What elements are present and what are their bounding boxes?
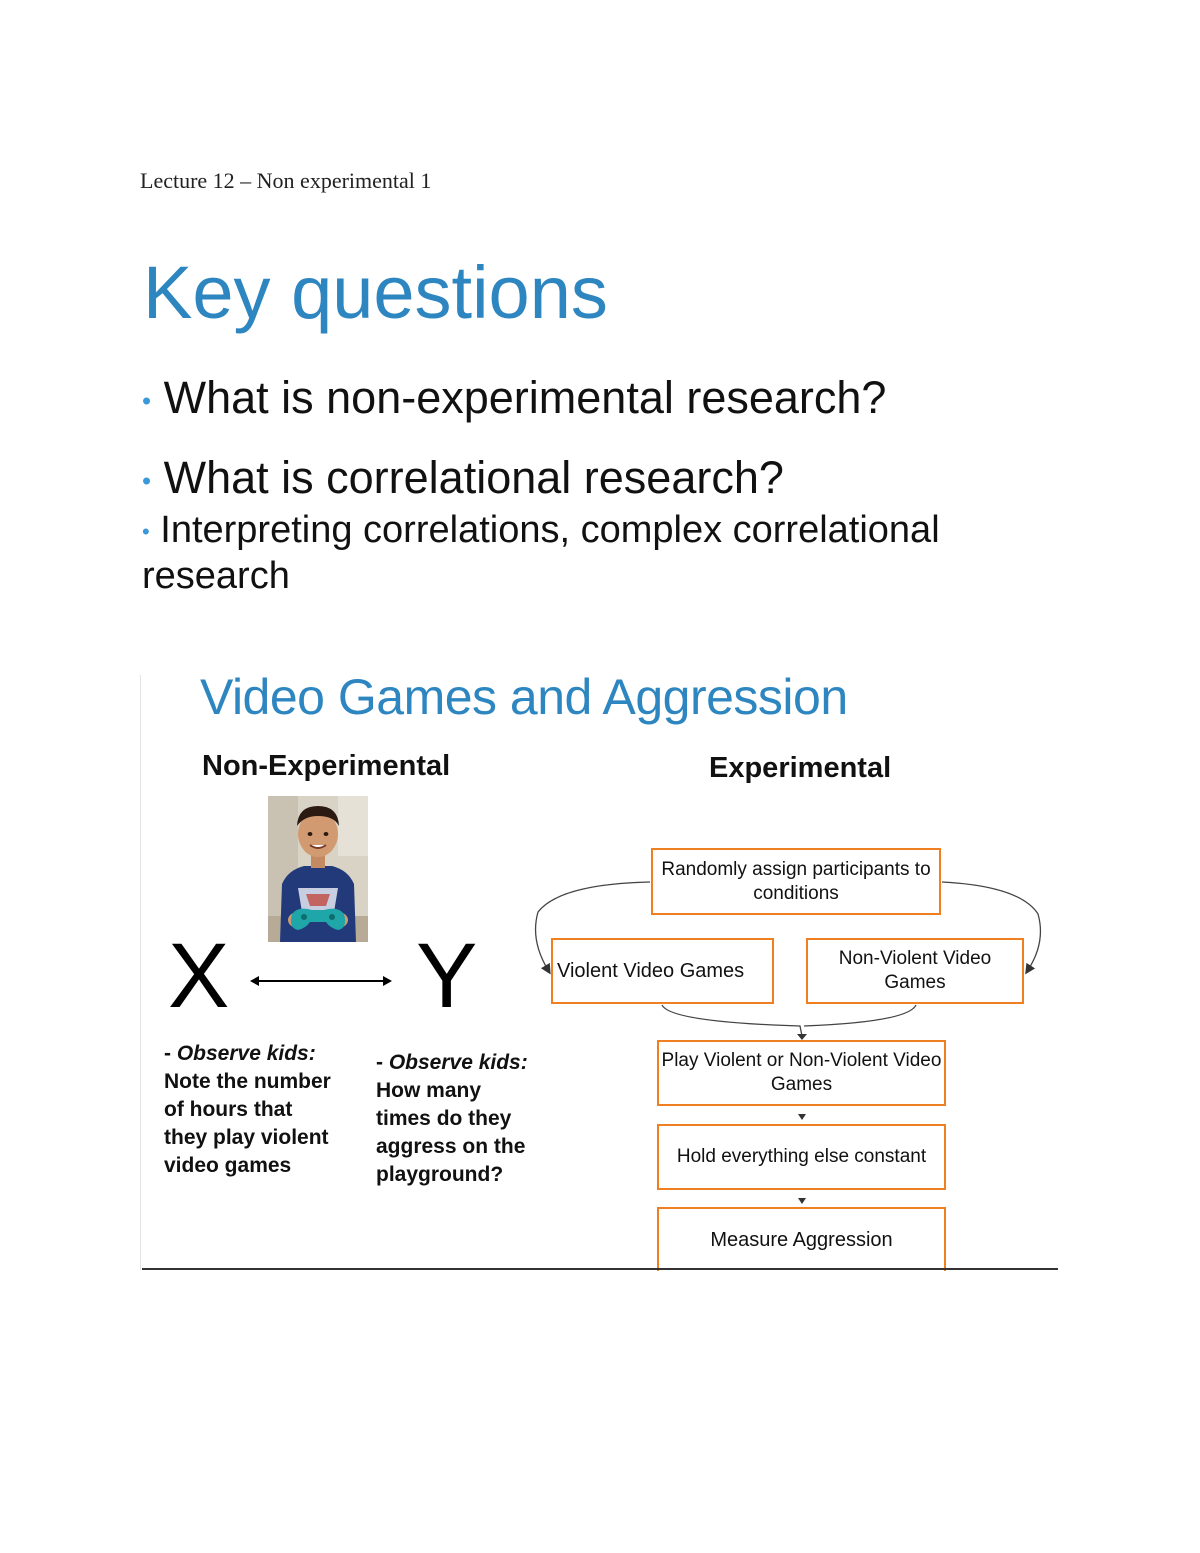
- experimental-heading: Experimental: [709, 752, 892, 784]
- note-text: Note the number of hours that they play violent video games: [164, 1070, 331, 1177]
- play-video-games-box: Play Violent or Non-Violent Video Games: [657, 1040, 946, 1106]
- note-dash: -: [164, 1042, 177, 1065]
- slide-bottom-rule: [142, 1268, 1058, 1270]
- note-dash: -: [376, 1051, 389, 1074]
- x-variable-label: X: [168, 925, 230, 1027]
- randomly-assign-box: Randomly assign participants to conditions: [651, 848, 941, 915]
- non-experimental-heading: Non-Experimental: [202, 750, 451, 782]
- question-item-3: [142, 508, 1042, 598]
- question-text: Interpreting correlations, complex correlational research: [142, 509, 940, 597]
- y-variable-label: Y: [416, 925, 478, 1027]
- slide-left-border: [140, 675, 141, 1270]
- key-questions-heading: Key questions: [143, 251, 608, 334]
- bullet-icon: •: [142, 518, 150, 544]
- note-text: How many times do they aggress on the playground?: [376, 1079, 526, 1186]
- question-item-2: [142, 452, 784, 504]
- boy-with-controller-photo: [268, 796, 368, 942]
- note-emphasis: Observe kids:: [388, 1051, 528, 1074]
- slide-title: Video Games and Aggression: [200, 669, 848, 725]
- measure-aggression-box: Measure Aggression: [657, 1207, 946, 1271]
- correlation-double-arrow: [250, 970, 392, 992]
- note-emphasis: Observe kids:: [176, 1042, 316, 1065]
- observe-kids-note-y: [376, 1049, 536, 1189]
- question-text: What is correlational research?: [163, 452, 784, 503]
- question-item-1: [142, 372, 886, 424]
- bullet-icon: •: [142, 465, 152, 496]
- lecture-title: Lecture 12 – Non experimental 1: [140, 168, 432, 193]
- violent-video-games-box: Violent Video Games: [551, 938, 774, 1004]
- non-violent-video-games-box: Non-Violent Video Games: [806, 938, 1024, 1004]
- hold-constant-box: Hold everything else constant: [657, 1124, 946, 1190]
- bullet-icon: •: [142, 385, 152, 416]
- observe-kids-note-x: [164, 1040, 339, 1180]
- question-text: What is non-experimental research?: [163, 372, 887, 423]
